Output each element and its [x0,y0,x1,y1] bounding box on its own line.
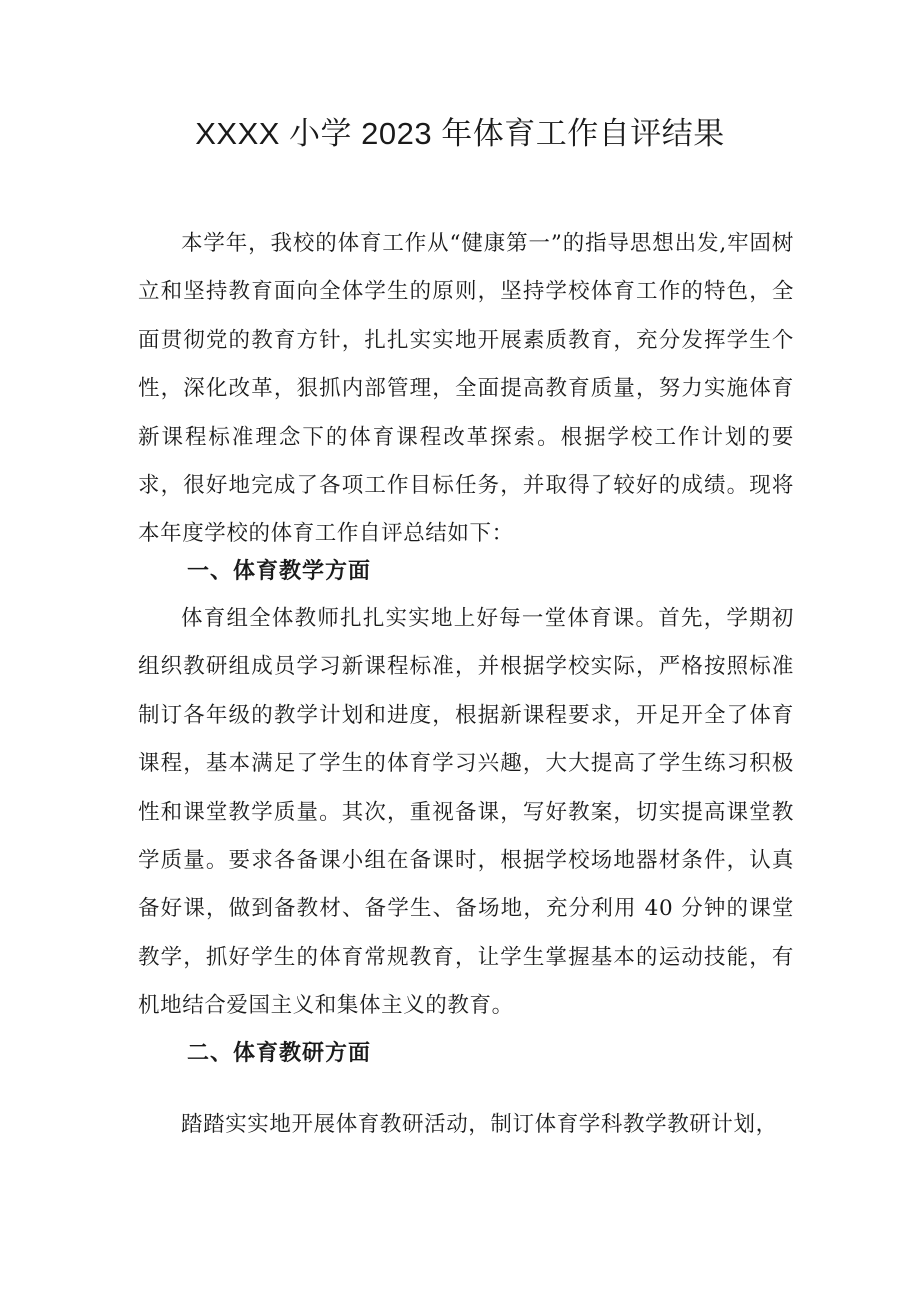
section-body-research: 踏踏实实地开展体育教研活动，制订体育学科教学教研计划， [181,1112,778,1137]
document-title: XXXX 小学 2023 年体育工作自评结果 [195,116,725,151]
section-body-teaching: 体育组全体教师扎扎实实地上好每一堂体育课。首先，学期初组织教研组成员学习新课程标准，并根据学校实际，严格按照标准制订各年级的教学计划和进度，根据新课程要求，开足开全了体育课程，基本满足了学生的体育学习兴趣，大大提高了学生练习积极性和课堂教学质量。其次，重视备课，写好教案，切实提高课堂教学质量。要求各备课小组在备课时，根据学校场地器材条件，认真备好课，做到备教材、备学生、备场地，充分利用 40 分钟的课堂教学，抓好学生的体育常规教育，让学生掌握基本的运动技能，有机地结合爱国主义和集体主义的教育。 [138,606,794,1019]
section-heading-teaching: 一、体育教学方面 [187,559,372,584]
section-heading-research: 二、体育教研方面 [187,1041,372,1066]
intro-paragraph: 本学年，我校的体育工作从“健康第一”的指导思想出发,牢固树立和坚持教育面向全体学生的原则，坚持学校体育工作的特色，全面贯彻党的教育方针，扎扎实实地开展素质教育，充分发挥学生个性，深化改革，狠抓内部管理，全面提高教育质量，努力实施体育新课程标准理念下的体育课程改革探索。根据学校工作计划的要求，很好地完成了各项工作目标任务，并取得了较好的成绩。现将本年度学校的体育工作自评总结如下： [138,231,794,547]
